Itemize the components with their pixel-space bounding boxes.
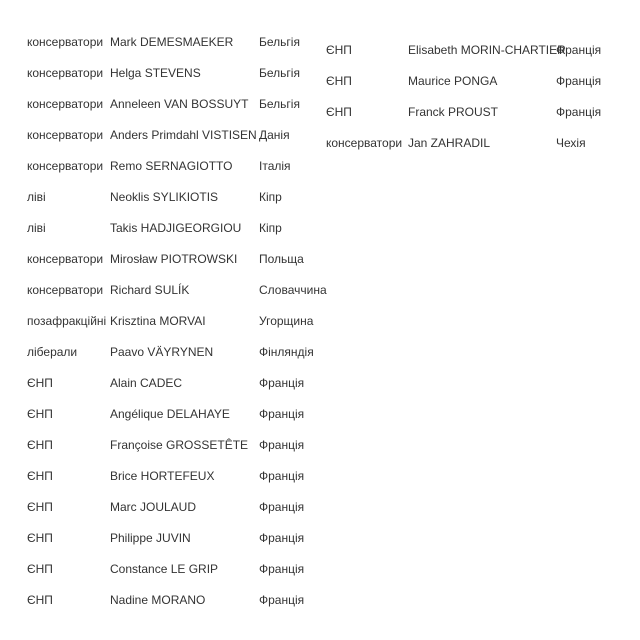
name-cell: Takis HADJIGEORGIOU: [110, 221, 242, 235]
name-cell: Mirosław PIOTROWSKI: [110, 252, 238, 266]
group-cell: ЄНП: [27, 376, 53, 390]
name-cell: Angélique DELAHAYE: [110, 407, 230, 421]
country-cell: Кіпр: [259, 190, 282, 204]
name-cell: Constance LE GRIP: [110, 562, 219, 576]
country-cell: Франція: [259, 376, 305, 390]
country-cell: Франція: [259, 562, 305, 576]
group-cell: ЄНП: [27, 407, 53, 421]
group-cell: консерватори: [326, 136, 403, 150]
name-cell: Maurice PONGA: [408, 74, 498, 88]
country-cell: Польща: [259, 252, 304, 266]
group-cell: консерватори: [27, 35, 104, 49]
country-cell: Кіпр: [259, 221, 282, 235]
group-cell: ЄНП: [326, 43, 352, 57]
country-cell: Франція: [556, 105, 602, 119]
group-cell: консерватори: [27, 97, 104, 111]
country-cell: Угорщина: [259, 314, 314, 328]
name-cell: Krisztina MORVAI: [110, 314, 206, 328]
country-cell: Бельгія: [259, 97, 300, 111]
country-cell: Франція: [259, 593, 305, 607]
name-cell: Helga STEVENS: [110, 66, 201, 80]
country-cell: Франція: [556, 43, 602, 57]
group-cell: ЄНП: [27, 500, 53, 514]
group-cell: консерватори: [27, 66, 104, 80]
country-cell: Франція: [259, 500, 305, 514]
country-cell: Фінляндія: [259, 345, 314, 359]
group-cell: консерватори: [27, 159, 104, 173]
country-cell: Бельгія: [259, 35, 300, 49]
name-cell: Neoklis SYLIKIOTIS: [110, 190, 219, 204]
group-cell: позафракційні: [27, 314, 107, 328]
name-cell: Anneleen VAN BOSSUYT: [110, 97, 249, 111]
group-cell: ліберали: [27, 345, 78, 359]
country-cell: Чехія: [556, 136, 586, 150]
country-cell: Франція: [259, 438, 305, 452]
name-cell: Marc JOULAUD: [110, 500, 197, 514]
group-cell: ЄНП: [326, 105, 352, 119]
country-cell: Франція: [556, 74, 602, 88]
country-cell: Франція: [259, 531, 305, 545]
country-cell: Словаччина: [259, 283, 327, 297]
group-cell: консерватори: [27, 283, 104, 297]
name-cell: Françoise GROSSETÊTE: [110, 438, 249, 452]
group-cell: ліві: [27, 221, 46, 235]
group-cell: ЄНП: [27, 593, 53, 607]
country-cell: Данія: [259, 128, 290, 142]
country-cell: Бельгія: [259, 66, 300, 80]
name-cell: Richard SULÍK: [110, 283, 190, 297]
group-cell: ЄНП: [27, 469, 53, 483]
name-cell: Nadine MORANO: [110, 593, 206, 607]
country-cell: Франція: [259, 407, 305, 421]
group-cell: консерватори: [27, 128, 104, 142]
country-cell: Італія: [259, 159, 291, 173]
group-cell: ЄНП: [27, 562, 53, 576]
name-cell: Jan ZAHRADIL: [408, 136, 491, 150]
group-cell: ЄНП: [27, 531, 53, 545]
name-cell: Alain CADEC: [110, 376, 183, 390]
name-cell: Elisabeth MORIN-CHARTIER: [408, 43, 566, 57]
name-cell: Franck PROUST: [408, 105, 499, 119]
name-cell: Paavo VÄYRYNEN: [110, 345, 214, 359]
name-cell: Remo SERNAGIOTTO: [110, 159, 233, 173]
group-cell: ЄНП: [326, 74, 352, 88]
name-cell: Anders Primdahl VISTISEN: [110, 128, 257, 142]
group-cell: ЄНП: [27, 438, 53, 452]
name-cell: Mark DEMESMAEKER: [110, 35, 234, 49]
group-cell: ліві: [27, 190, 46, 204]
name-cell: Brice HORTEFEUX: [110, 469, 215, 483]
group-cell: консерватори: [27, 252, 104, 266]
name-cell: Philippe JUVIN: [110, 531, 191, 545]
country-cell: Франція: [259, 469, 305, 483]
